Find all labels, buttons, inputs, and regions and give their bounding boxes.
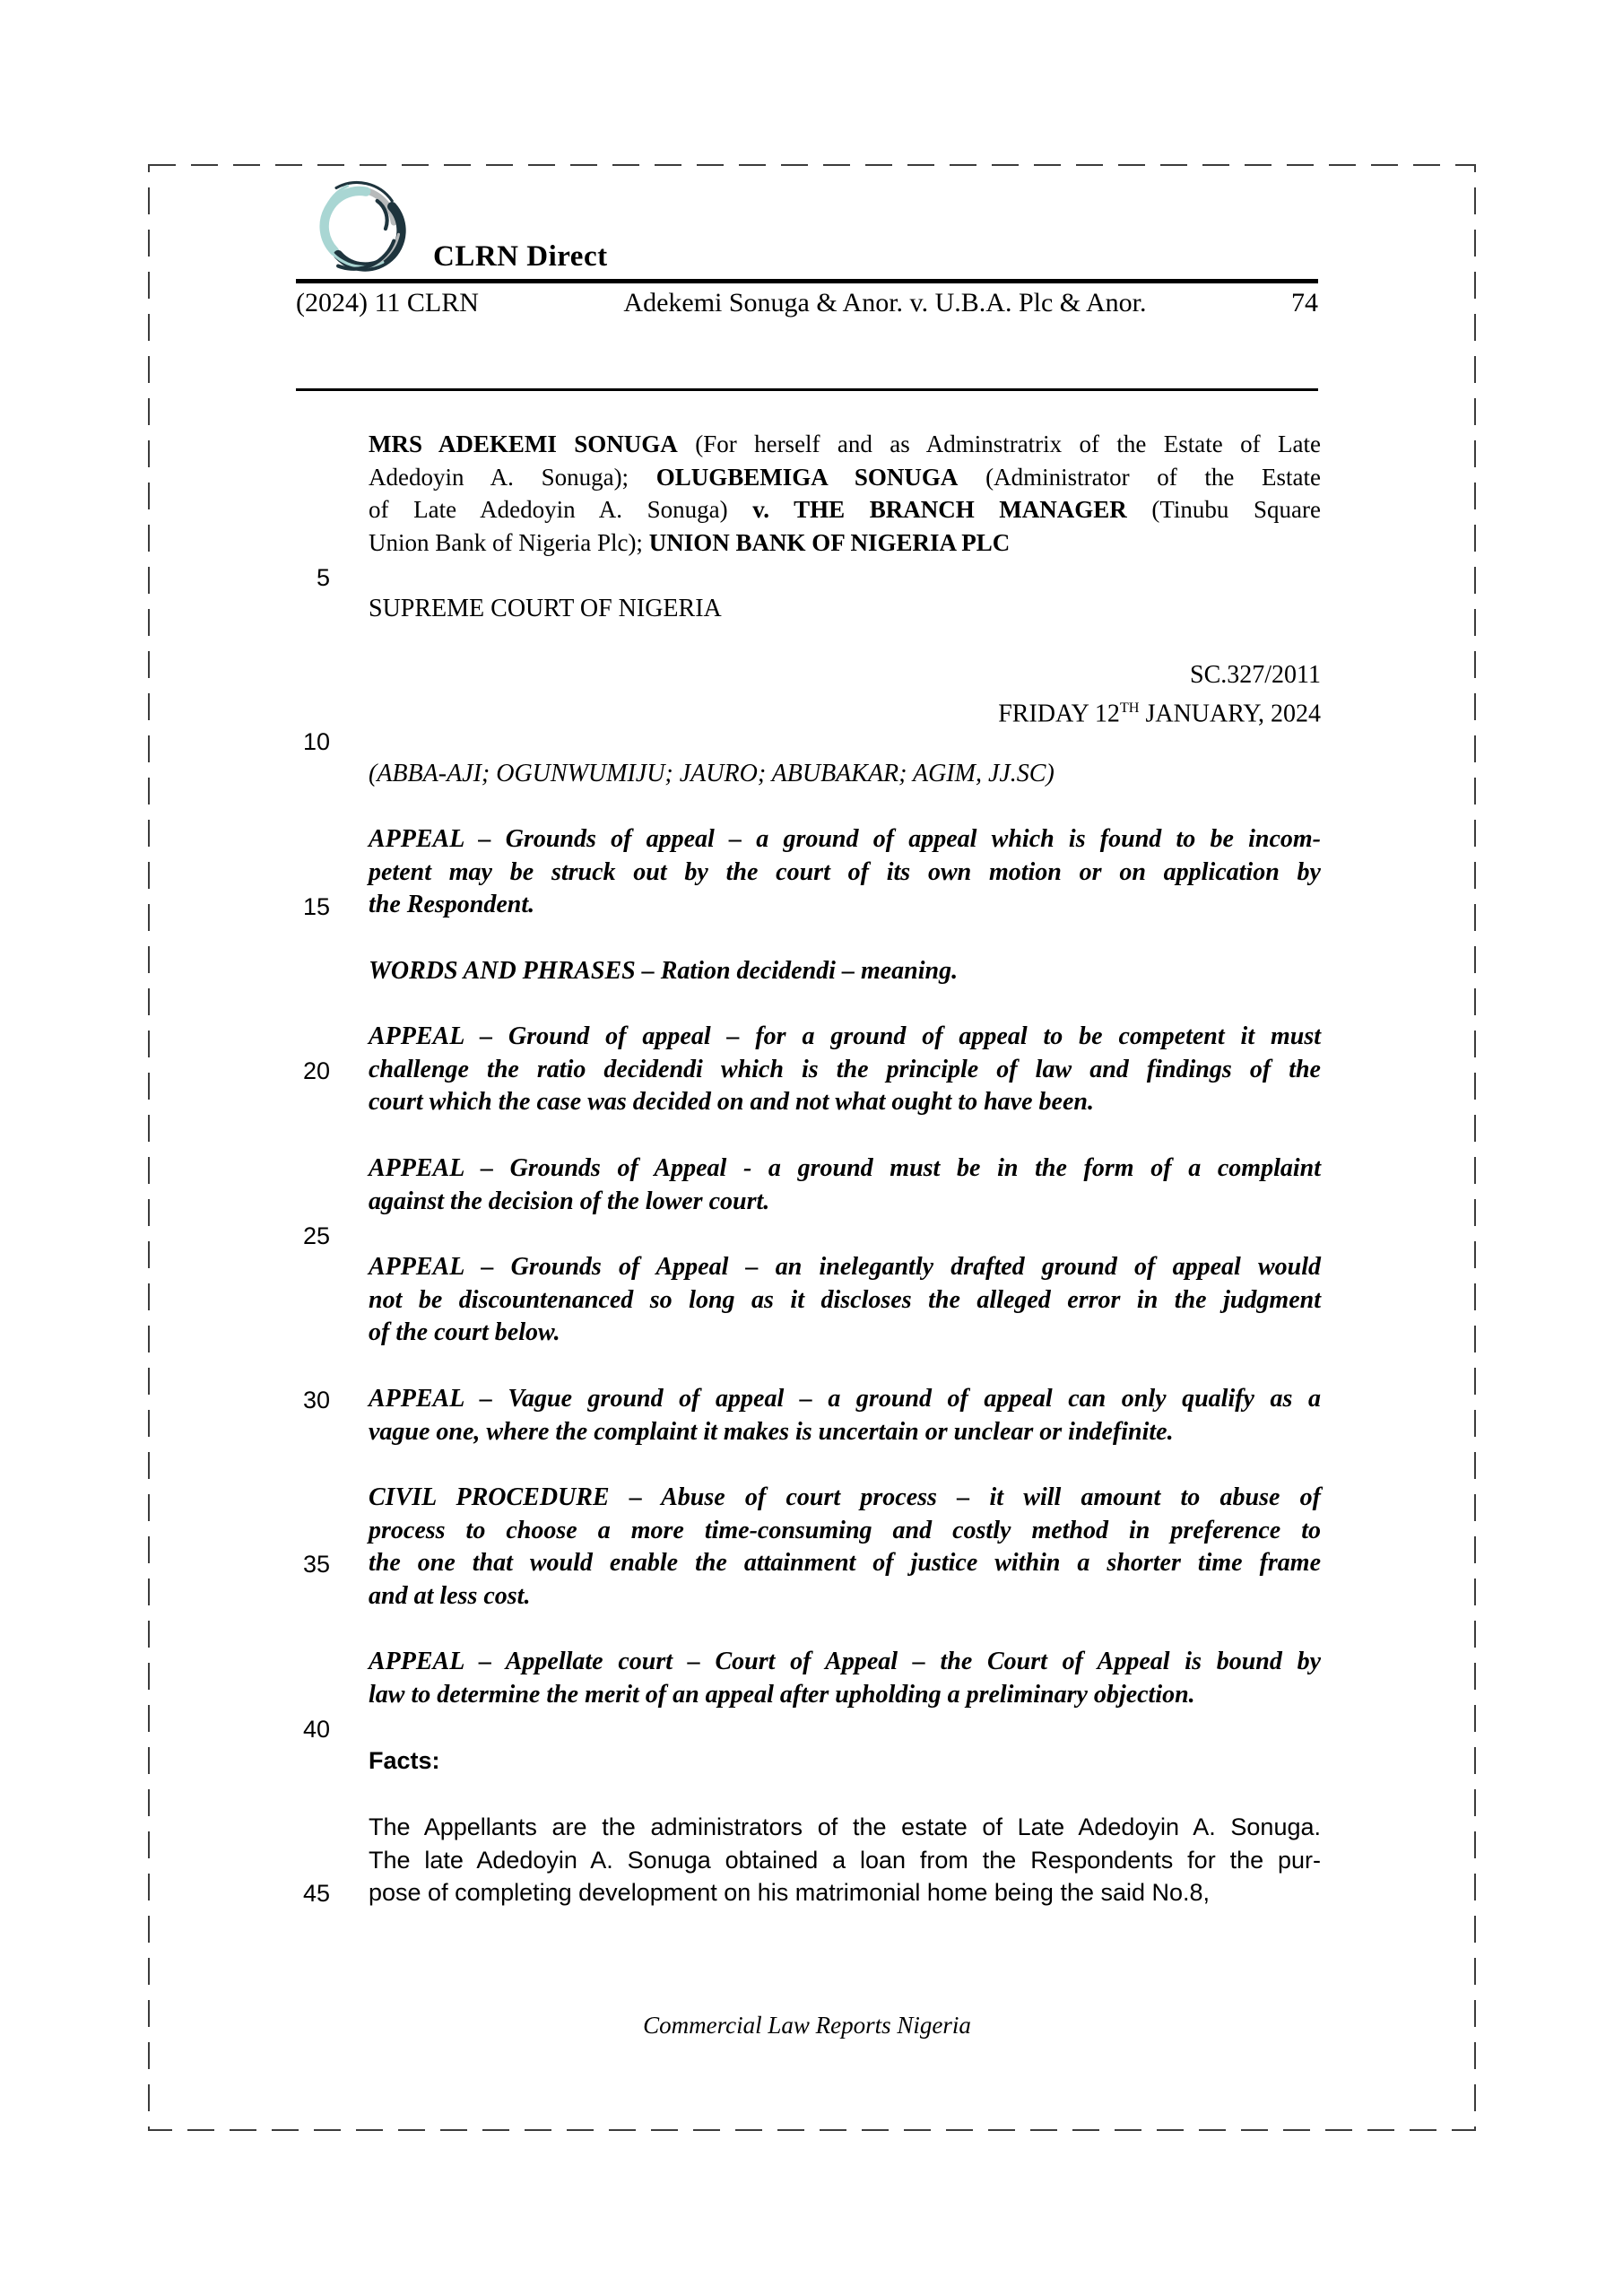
clrn-logo-icon [310, 180, 412, 274]
line-number-20: 20 [302, 1057, 330, 1084]
headnote-appeal-grounds-incompetent: APPEAL – Grounds of appeal – a ground of appeal which is found to be incom- petent may be struck out by the court of its own motion or on application by the Respondent. [369, 825, 1321, 919]
header-rule-top [296, 279, 1318, 283]
running-header [296, 288, 1318, 318]
headnote-vague-ground: APPEAL – Vague ground of appeal – a ground of appeal can only qualify as a vague one, where the complaint it makes is uncertain or unclear or indefinite. [369, 1385, 1321, 1446]
line-number-5: 5 [316, 564, 330, 591]
court-name: SUPREME COURT OF NIGERIA [369, 595, 722, 622]
line-number-45: 45 [302, 1880, 330, 1907]
brand-title: CLRN Direct [433, 240, 608, 273]
header-case-name: Adekemi Sonuga & Anor. v. U.B.A. Plc & Anor. [623, 288, 1147, 317]
line-number-25: 25 [302, 1222, 330, 1249]
footer-publication-name: Commercial Law Reports Nigeria [643, 2012, 971, 2039]
line-number-15: 15 [302, 893, 330, 920]
headnote-appellate-court: APPEAL – Appellate court – Court of Appeal – the Court of Appeal is bound by law to determine the merit of an appeal after upholding a preliminary objection. [369, 1648, 1321, 1709]
headnote-ground-ratio-decidendi: APPEAL – Ground of appeal – for a ground of appeal to be competent it must challenge the ratio decidendi which is the principle of law and findings of the court which the case was decided on and not what ought to have been. [369, 1022, 1321, 1117]
page-number: 74 [1291, 288, 1318, 317]
headnote-ground-complaint: APPEAL – Grounds of Appeal - a ground must be in the form of a complaint against the decision of the lower court. [369, 1154, 1321, 1215]
judges-panel: (ABBA-AJI; OGUNWUMIJU; JAURO; ABUBAKAR; AGIM, JJ.SC) [369, 760, 1055, 787]
headnote-words-and-phrases: WORDS AND PHRASES – Ration decidendi – meaning. [369, 957, 959, 985]
facts-heading: Facts: [369, 1747, 440, 1774]
line-number-40: 40 [302, 1716, 330, 1743]
suit-number: SC.327/2011 [1190, 661, 1321, 689]
headnote-abuse-of-process: CIVIL PROCEDURE – Abuse of court process – it will amount to abuse of process to choose a more time-consuming and costly method in preference to the one that would enable the attainment of justice within a shorter time frame and at less cost. [369, 1483, 1321, 1611]
header-citation: (2024) 11 CLRN [296, 288, 479, 317]
case-title: MRS ADEKEMI SONUGA (For herself and as Adminstratrix of the Estate of Late Adedoyin A. Sonuga); OLUGBEMIGA SONUGA (Administrator of the Estate of Late Adedoyin A. Sonuga) v. THE BRANCH MANAGER (Tinubu Square Union Bank of Nigeria Plc); UNION BANK OF NIGERIA PLC [369, 430, 1322, 557]
line-number-30: 30 [302, 1387, 330, 1413]
headnote-inelegant-ground: APPEAL – Grounds of Appeal – an inelegantly drafted ground of appeal would not be discountenanced so long as it discloses the alleged error in the judgment of the court below. [369, 1253, 1321, 1347]
facts-paragraph: The Appellants are the administrators of the estate of Late Adedoyin A. Sonuga. The late Adedoyin A. Sonuga obtained a loan from the Respondents for the pur- pose of completing development on his matrimonial home being the said No.8, [369, 1813, 1321, 1907]
line-number-35: 35 [302, 1551, 330, 1578]
line-number-10: 10 [302, 728, 330, 755]
hearing-date: FRIDAY 12TH JANUARY, 2024 [998, 700, 1321, 728]
header-rule-bottom [296, 388, 1318, 391]
